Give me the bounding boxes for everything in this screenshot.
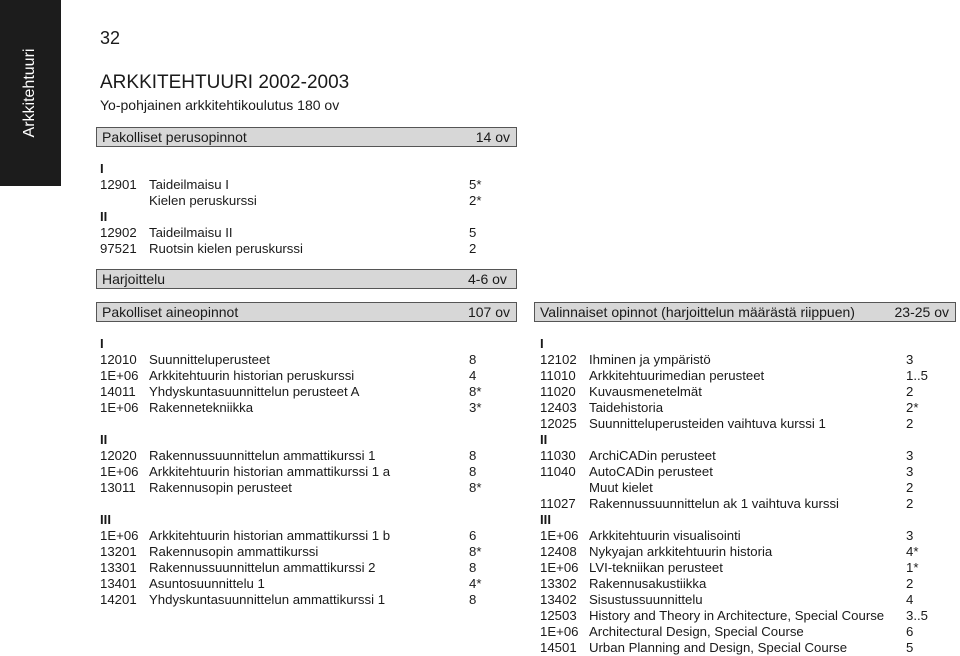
course-name: Taideilmaisu II — [149, 225, 233, 240]
course-code: 14501 — [540, 640, 577, 655]
course-code: 13201 — [100, 544, 137, 559]
section-credits: 4-6 ov — [468, 271, 507, 287]
course-name: Sisustussuunnittelu — [589, 592, 703, 607]
course-credits: 4 — [906, 592, 914, 607]
course-name: ArchiCADin perusteet — [589, 448, 716, 463]
course-credits: 5 — [906, 640, 914, 655]
course-code: 13401 — [100, 576, 137, 591]
course-code: 11010 — [540, 368, 576, 383]
course-name: Nykyajan arkkitehtuurin historia — [589, 544, 773, 559]
course-credits: 8 — [469, 464, 477, 479]
course-code: 13402 — [540, 592, 577, 607]
course-code: I — [540, 336, 544, 351]
course-name: Yhdyskuntasuunnittelun perusteet A — [149, 384, 360, 399]
course-name: Rakennusakustiikka — [589, 576, 707, 591]
course-name: Taideilmaisu I — [149, 177, 229, 192]
course-code: 97521 — [100, 241, 137, 256]
course-code: 13302 — [540, 576, 577, 591]
course-credits: 1..5 — [906, 368, 928, 383]
page-subtitle: Yo-pohjainen arkkitehtikoulutus 180 ov — [100, 97, 340, 113]
course-credits: 8 — [469, 560, 477, 575]
section-label: Pakolliset perusopinnot — [102, 129, 247, 145]
course-code: II — [100, 209, 108, 224]
course-credits: 6 — [906, 624, 914, 639]
course-name: Arkkitehtuurin historian peruskurssi — [149, 368, 355, 383]
course-code: 12020 — [100, 448, 137, 463]
course-code: II — [100, 432, 108, 447]
course-code: 12403 — [540, 400, 577, 415]
course-name: History and Theory in Architecture, Special Course — [589, 608, 885, 623]
course-credits: 3 — [906, 464, 914, 479]
section-label: Harjoittelu — [102, 271, 166, 287]
course-credits: 8* — [469, 480, 482, 495]
course-credits: 3 — [906, 528, 914, 543]
course-code: 1E+06 — [100, 528, 139, 543]
course-code: I — [100, 161, 104, 176]
course-name: Suunnitteluperusteet — [149, 352, 270, 367]
section-label: Pakolliset aineopinnot — [102, 304, 239, 320]
course-code: 12010 — [100, 352, 137, 367]
course-name: Kielen peruskurssi — [149, 193, 257, 208]
course-code: 1E+06 — [100, 464, 139, 479]
course-credits: 3* — [469, 400, 482, 415]
course-credits: 4* — [469, 576, 482, 591]
course-name: Yhdyskuntasuunnittelun ammattikurssi 1 — [149, 592, 386, 607]
course-code: III — [540, 512, 551, 527]
course-credits: 2 — [906, 480, 914, 495]
course-credits: 8 — [469, 592, 477, 607]
page-number: 32 — [100, 28, 121, 48]
course-credits: 3..5 — [906, 608, 928, 623]
course-code: 13011 — [100, 480, 136, 495]
course-name: Arkkitehtuurin visualisointi — [589, 528, 741, 543]
course-name: Arkkitehtuurimedian perusteet — [589, 368, 765, 383]
course-credits: 8 — [469, 448, 477, 463]
course-code: 1E+06 — [100, 368, 139, 383]
course-code: I — [100, 336, 104, 351]
course-name: Arkkitehtuurin historian ammattikurssi 1 b — [149, 528, 391, 543]
section-credits: 14 ov — [475, 129, 510, 145]
course-code: 12025 — [540, 416, 577, 431]
course-credits: 2 — [906, 496, 914, 511]
course-name: Ruotsin kielen peruskurssi — [149, 241, 303, 256]
course-name: Asuntosuunnittelu 1 — [149, 576, 265, 591]
page-title: ARKKITEHTUURI 2002-2003 — [100, 72, 350, 93]
course-credits: 5* — [469, 177, 482, 192]
course-name: AutoCADin perusteet — [589, 464, 713, 479]
course-credits: 6 — [469, 528, 477, 543]
course-code: 12102 — [540, 352, 577, 367]
course-credits: 4 — [469, 368, 477, 383]
course-credits: 2 — [906, 384, 914, 399]
course-code: III — [100, 512, 111, 527]
course-name: Urban Planning and Design, Special Course — [589, 640, 848, 655]
course-credits: 3 — [906, 448, 914, 463]
course-code: 1E+06 — [540, 528, 579, 543]
course-code: 11020 — [540, 384, 576, 399]
course-code: 11030 — [540, 448, 576, 463]
course-name: Rakennussuunnittelun ammattikurssi 1 — [149, 448, 376, 463]
course-code: 1E+06 — [540, 560, 579, 575]
course-code: 11027 — [540, 496, 576, 511]
course-name: Rakennussuunnittelun ammattikurssi 2 — [149, 560, 376, 575]
course-name: Rakennetekniikka — [149, 400, 254, 415]
course-name: Muut kielet — [589, 480, 653, 495]
course-name: Rakennusopin perusteet — [149, 480, 292, 495]
section-credits: 107 ov — [467, 304, 510, 320]
course-code: 12503 — [540, 608, 577, 623]
course-name: Taidehistoria — [589, 400, 664, 415]
course-name: Rakennussuunnittelun ak 1 vaihtuva kurssi — [589, 496, 839, 511]
course-credits: 2* — [906, 400, 919, 415]
section-credits: 23-25 ov — [894, 304, 949, 320]
course-credits: 8* — [469, 384, 482, 399]
course-credits: 5 — [469, 225, 477, 240]
course-code: 14201 — [100, 592, 137, 607]
course-code: II — [540, 432, 548, 447]
course-name: Kuvausmenetelmät — [589, 384, 702, 399]
course-name: Arkkitehtuurin historian ammattikurssi 1 a — [149, 464, 391, 479]
course-credits: 1* — [906, 560, 919, 575]
course-code: 11040 — [540, 464, 576, 479]
course-credits: 3 — [906, 352, 914, 367]
side-tab-label: Arkkitehtuuri — [21, 48, 38, 138]
course-name: Suunnitteluperusteiden vaihtuva kurssi 1 — [589, 416, 826, 431]
section-header-compulsory-subject — [96, 302, 517, 322]
course-credits: 2* — [469, 193, 482, 208]
course-code: 14011 — [100, 384, 136, 399]
course-credits: 4* — [906, 544, 919, 559]
course-code: 1E+06 — [100, 400, 139, 415]
course-code: 13301 — [100, 560, 137, 575]
course-code: 12902 — [100, 225, 137, 240]
course-code: 1E+06 — [540, 624, 579, 639]
section-header-compulsory-basic — [96, 127, 517, 147]
course-name: Ihminen ja ympäristö — [589, 352, 711, 367]
side-tab — [0, 0, 61, 186]
course-credits: 2 — [906, 416, 914, 431]
course-credits: 8 — [469, 352, 477, 367]
section-label: Valinnaiset opinnot (harjoittelun määrästä riippuen) — [540, 304, 855, 320]
course-name: LVI-tekniikan perusteet — [589, 560, 723, 575]
section-header-practice — [96, 269, 517, 289]
course-code: 12901 — [100, 177, 137, 192]
section-header-elective — [534, 302, 956, 322]
course-credits: 2 — [469, 241, 477, 256]
course-code: 12408 — [540, 544, 577, 559]
course-name: Architectural Design, Special Course — [589, 624, 804, 639]
course-credits: 2 — [906, 576, 914, 591]
course-name: Rakennusopin ammattikurssi — [149, 544, 319, 559]
course-credits: 8* — [469, 544, 482, 559]
